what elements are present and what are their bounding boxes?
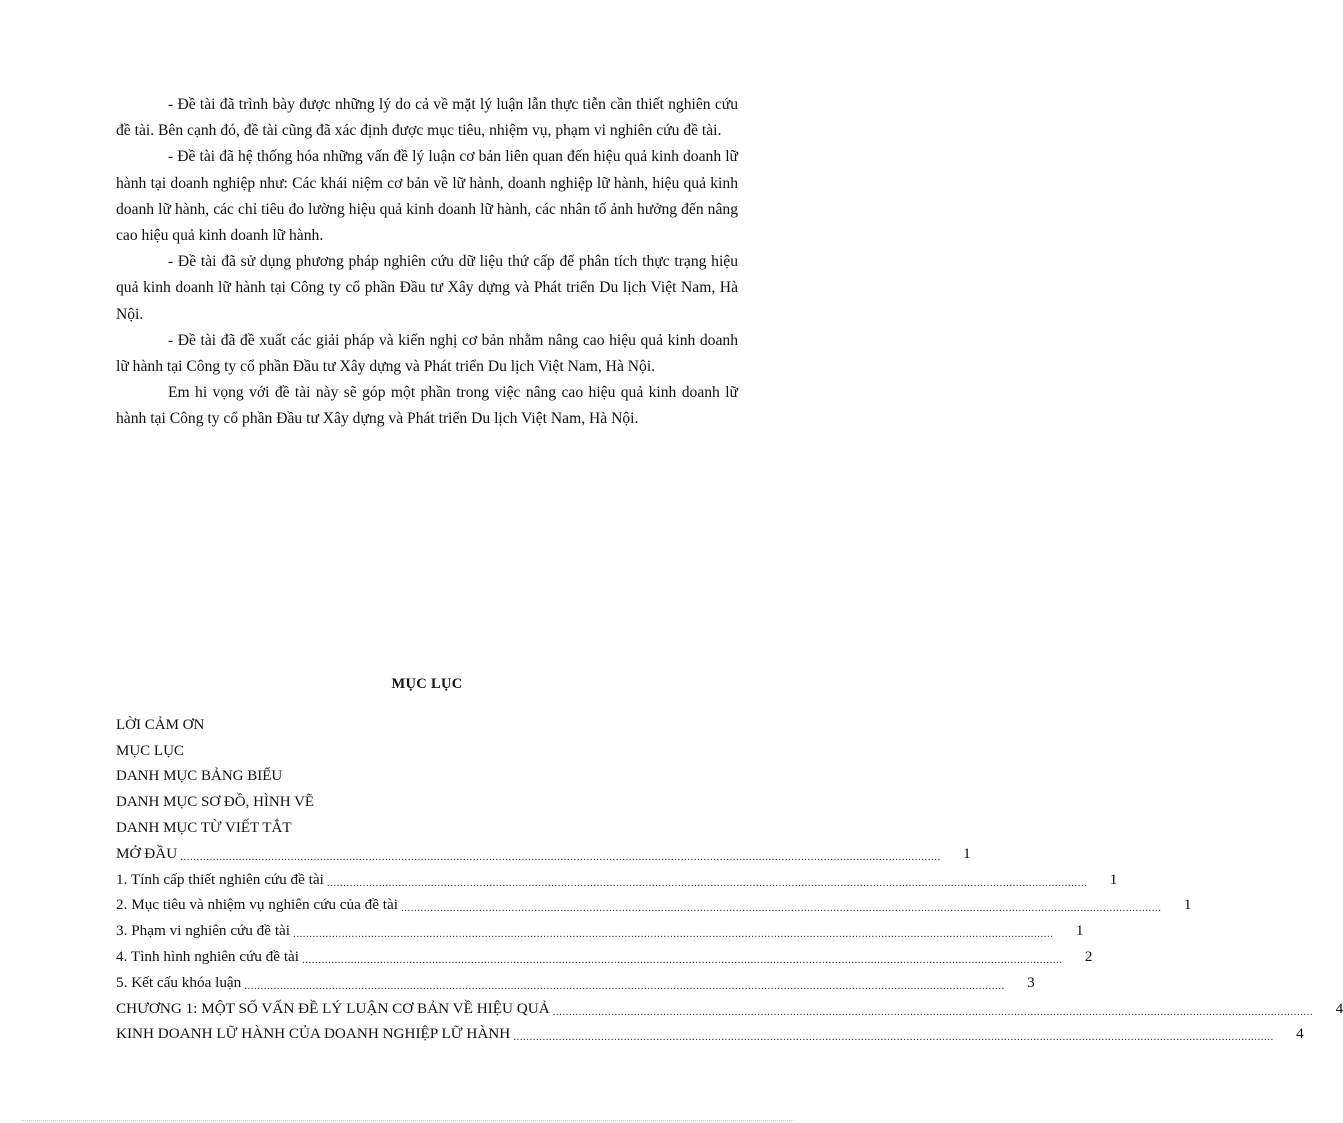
toc-leader-dots: .......................................................................................................................................................................................................................................... xyxy=(302,953,1063,966)
toc-page-number: 2 xyxy=(1084,947,1093,965)
toc-item-chuong-1 xyxy=(116,992,1343,1018)
toc-item-4 xyxy=(116,940,1093,966)
toc-title: MỤC LỤC xyxy=(391,676,463,692)
toc-leader-dots: .......................................................................................................................................................................................................................................... xyxy=(513,1031,1274,1044)
toc-item-label: 5. Kết cấu khóa luận xyxy=(116,973,242,991)
toc-page-number: 4 xyxy=(1335,999,1343,1017)
toc-page-number: 1 xyxy=(963,844,971,862)
toc-item-5 xyxy=(116,966,1035,992)
toc-page-number: 1 xyxy=(1109,870,1118,888)
toc-item-label: 3. Phạm vi nghiên cứu đề tài xyxy=(116,922,290,940)
toc-item-label: LỜI CẢM ƠN xyxy=(116,716,205,733)
paragraph-1: - Đề tài đã trình bày được những lý do cả về mặt lý luận lẫn thực tiễn cần thiết nghiên cứu đề tài. Bên cạnh đó, đề tài cũng đã xác định được mục tiêu, nhiệm vụ, phạm vi nghiên cứu đề tài. xyxy=(116,96,738,140)
toc-item-label: MỤC LỤC xyxy=(116,742,184,759)
toc-item-label: 2. Mục tiêu và nhiệm vụ nghiên cứu của đề tài xyxy=(116,896,398,914)
toc-leader-dots: .......................................................................................................................................................................................................................................... xyxy=(552,1005,1314,1018)
toc-item-label: MỞ ĐẦU xyxy=(116,844,178,862)
table-of-contents xyxy=(116,708,1343,1044)
toc-item-label: 4. Tình hình nghiên cứu đề tài xyxy=(116,947,299,965)
toc-page-number: 4 xyxy=(1296,1025,1304,1043)
toc-item-muc-luc xyxy=(116,734,738,760)
toc-item-label: DANH MỤC BẢNG BIỂU xyxy=(116,768,283,785)
toc-page-number: 1 xyxy=(1075,922,1084,940)
paragraph-2: - Đề tài đã hệ thống hóa những vấn đề lý luận cơ bản liên quan đến hiệu quả kinh doanh lữ hành tại doanh nghiệp như: Các khái niệm cơ bản về lữ hành, doanh nghiệp lữ hành, hiệu quả kinh doanh lữ hành, các chỉ tiêu đo lường hiệu quả kinh doanh lữ hành, các nhân tố ảnh hưởng đến nâng cao hiệu quả kinh doanh lữ hành. xyxy=(116,148,738,245)
toc-leader-dots: .......................................................................................................................................................................................................................................... xyxy=(244,979,1005,992)
toc-item-chuong-1-cont xyxy=(116,1018,1304,1044)
paragraph-3: - Đề tài đã sử dụng phương pháp nghiên cứu dữ liệu thứ cấp để phân tích thực trạng hiệu quả kinh doanh lữ hành tại Công ty cổ phần Đầu tư Xây dựng và Phát triển Du lịch Việt Nam, Hà Nội. xyxy=(116,253,738,323)
toc-item-label: KINH DOANH LỮ HÀNH CỦA DOANH NGHIỆP LỮ HÀNH xyxy=(116,1025,511,1043)
toc-item-label: CHƯƠNG 1: MỘT SỐ VẤN ĐỀ LÝ LUẬN CƠ BẢN VỀ HIỆU QUẢ xyxy=(116,999,550,1017)
toc-item-label: DANH MỤC TỪ VIẾT TẮT xyxy=(116,819,292,836)
toc-item-2 xyxy=(116,889,1192,915)
toc-page-number: 3 xyxy=(1027,973,1035,991)
toc-item-loi-cam-on xyxy=(116,708,738,734)
page-bottom-divider xyxy=(22,1120,794,1121)
toc-item-label: 1. Tính cấp thiết nghiên cứu đề tài xyxy=(116,870,324,888)
toc-item-1 xyxy=(116,863,1118,889)
toc-leader-dots: .......................................................................................................................................................................................................................................... xyxy=(400,902,1162,915)
toc-item-mo-dau xyxy=(116,837,971,863)
body-text xyxy=(116,92,738,433)
toc-item-label: DANH MỤC SƠ ĐỒ, HÌNH VẼ xyxy=(116,794,315,811)
toc-leader-dots: .......................................................................................................................................................................................................................................... xyxy=(293,928,1054,941)
paragraph-4: - Đề tài đã đề xuất các giải pháp và kiến nghị cơ bản nhằm nâng cao hiệu quả kinh doanh lữ hành tại Công ty cổ phần Đầu tư Xây dựng và Phát triển Du lịch Việt Nam, Hà Nội. xyxy=(116,331,738,376)
toc-page-number: 1 xyxy=(1183,896,1192,914)
toc-item-danh-muc-tu-viet-tat xyxy=(116,811,738,837)
toc-leader-dots: .......................................................................................................................................................................................................................................... xyxy=(180,850,941,863)
toc-item-danh-muc-bang-bieu xyxy=(116,760,738,786)
paragraph-5: Em hi vọng với đề tài này sẽ góp một phần trong việc nâng cao hiệu quả kinh doanh lữ hành tại Công ty cổ phần Đầu tư Xây dựng và Phát triển Du lịch Việt Nam, Hà Nội. xyxy=(116,384,738,428)
toc-item-danh-muc-so-do xyxy=(116,785,738,811)
toc-item-3 xyxy=(116,914,1084,941)
toc-leader-dots: .......................................................................................................................................................................................................................................... xyxy=(326,876,1088,889)
